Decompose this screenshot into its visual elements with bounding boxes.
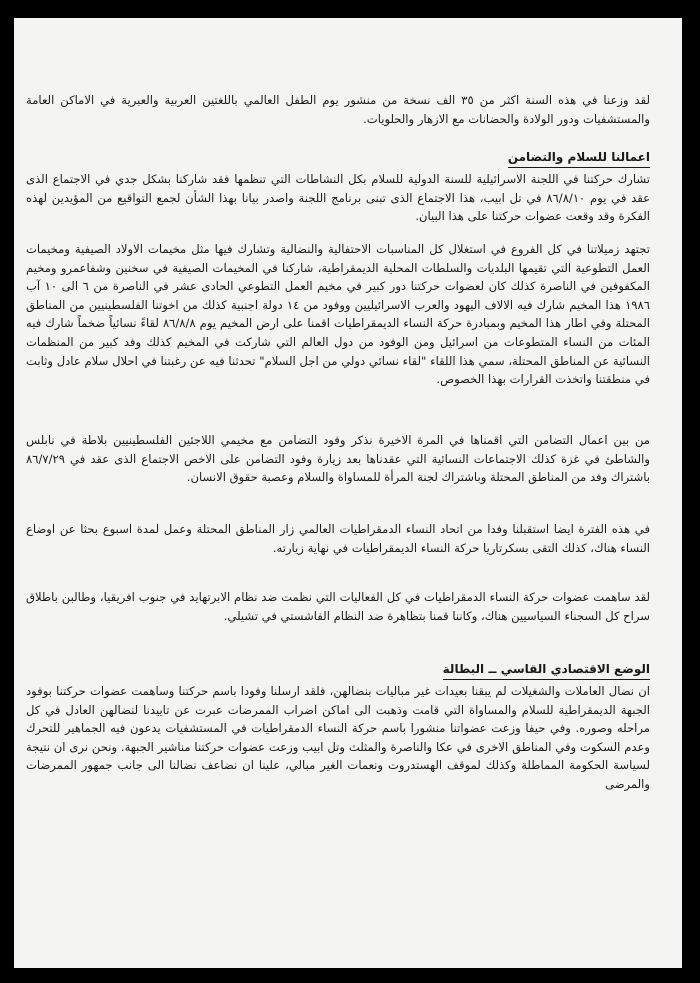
paragraph-peace-committee: تشارك حركتنا في اللجنة الاسرائيلية للسنة الدولية للسلام بكل النشاطات التي تنظمها فقد شاركنا بشكل جدي في الاجتماع الذى عقد في يوم ٨٦/٨/١٠ في تل ابيب، هذا الاجتماع الذى تبنى برنامج اللجنة واصدر بيانا بهذا الشأن لجمع التواقيع من المؤيدين لهذه الفكرة وقد وقعت عضوات حركتنا على هذا البيان.	[26, 172, 650, 224]
section-heading-peace-solidarity: اعمالنا للسلام والتضامن	[508, 148, 650, 168]
paragraph-international-delegation: في هذه الفترة ايضا استقبلنا وفدا من اتحاد النساء الدمقراطيات العالمي زار المناطق المحتلة وعمل لمدة اسبوع بحثا عن اوضاع النساء هناك، كذلك التقى بسكرتاريا حركة النساء الديمقراطيات في نهاية زيارته.	[26, 522, 650, 555]
paragraph-nurses-strike: ان نضال العاملات والشغيلات لم يبقنا بعيدات غير مباليات بنضالهن، فلقد ارسلنا وفودا باسم حركتنا وساهمت عضوات حركتنا بوفود الجبهة الديمقراطية للسلام والمساواة التي قامت وذهبت الى اماكن اضراب الممرضات عبرت عن تاييدنا لنضالهن العادل في كل مراحله وصوره. وفي حيفا وزعت عضواتنا منشورا باسم حركة النساء الدمقراطيات في المستشفيات يدعون فيه الجماهير للتحرك وعدم السكوت وفي المناطق الاخرى في عكا والناصرة والمثلث وتل ابيب وزعت عضوات حركتنا مناشير الجبهة. ونحن نرى ان نتيجة لسياسة الحكومة المماطلة وكذلك لموقف الهستدروت ونعمات الغير مبالي، علينا ان نضاعف نضالنا الى جانب جمهور الممرضات والمرضى	[26, 684, 650, 791]
paragraph-solidarity-visits: من بين اعمال التضامن التي اقمناها في المرة الاخيرة نذكر وفود التضامن مع مخيمي اللاجئين الفلسطينيين بلاطة في نابلس والشاطئ في غزة كذلك الاجتماعات النسائية التي عقدناها بعد زيارة وفود التضامن على الاخص الاجتماع الذى عقد في ٨٦/٧/٢٩ باشتراك وفد من المناطق المحتلة وباشتراك لجنة المرأة للمساواة والسلام وعصبة حقوق الانسان.	[26, 433, 650, 485]
document-page	[14, 18, 682, 968]
paragraph-apartheid-chile: لقد ساهمت عضوات حركة النساء الدمقراطيات في كل الفعاليات التي نظمت ضد نظام الابرتهايد في جنوب افريقيا، وطالبن باطلاق سراح كل السجناء السياسيين هناك، وكاننا قمنا بتظاهرة ضد النظام الفاشستي في تشيلي.	[26, 590, 650, 623]
section-heading-economic-situation: الوضع الاقتصادي القاسي ــ البطالة	[443, 660, 650, 680]
paragraph-summer-camps: تجتهد زميلاتنا في كل الفروع في استغلال كل المناسبات الاحتفالية والنضالية وتشارك فيها مثل مخيمات الاولاد الصيفية ومخيمات العمل التطوعية التي تقيمها البلديات والسلطات المحلية الديمقراطية، شاركنا في المخيمات الصيفية في سخنين وشفاعمرو ومخيم المكفوفين في الناصرة كذلك كان لعضوات حركتنا دور كبير في مخيم العمل التطوعي الحادى عشر في الناصرة من ٦ الى ١٠ آب ١٩٨٦ هذا المخيم شارك فيه الالاف اليهود والعرب الاسرائيليين ووفود من ١٤ دولة اجنبية كذلك من اخوتنا الفلسطينيين من المناطق المحتلة وفي اطار هذا المخيم وبمبادرة حركة النساء الديمقراطيات اقمنا على ارض المخيم يوم ٨٦/٨/٨ لقاءً نسائياً ضخماً شارك فيه المئات من النساء المتطوعات من اسرائيل ومن الوفود من دول العالم التي شاركت في المخيم كذلك وفد كبير من المنظمات النسائية عن المناطق المحتلة، سمي هذا اللقاء "لقاء نسائي دولي من اجل السلام" تحدثنا فيه عن رغبتنا في احلال سلام عادل وثابت في منطقتنا واتخذت القرارات بهذا الخصوص.	[26, 242, 651, 387]
intro-paragraph: لقد وزعنا في هذه السنة اكثر من ٣٥ الف نسخة من منشور يوم الطفل العالمي باللغتين العربية والعبرية في الاماكن العامة والمستشفيات ودور الولادة والحضانات مع الازهار والحلويات.	[26, 93, 651, 126]
